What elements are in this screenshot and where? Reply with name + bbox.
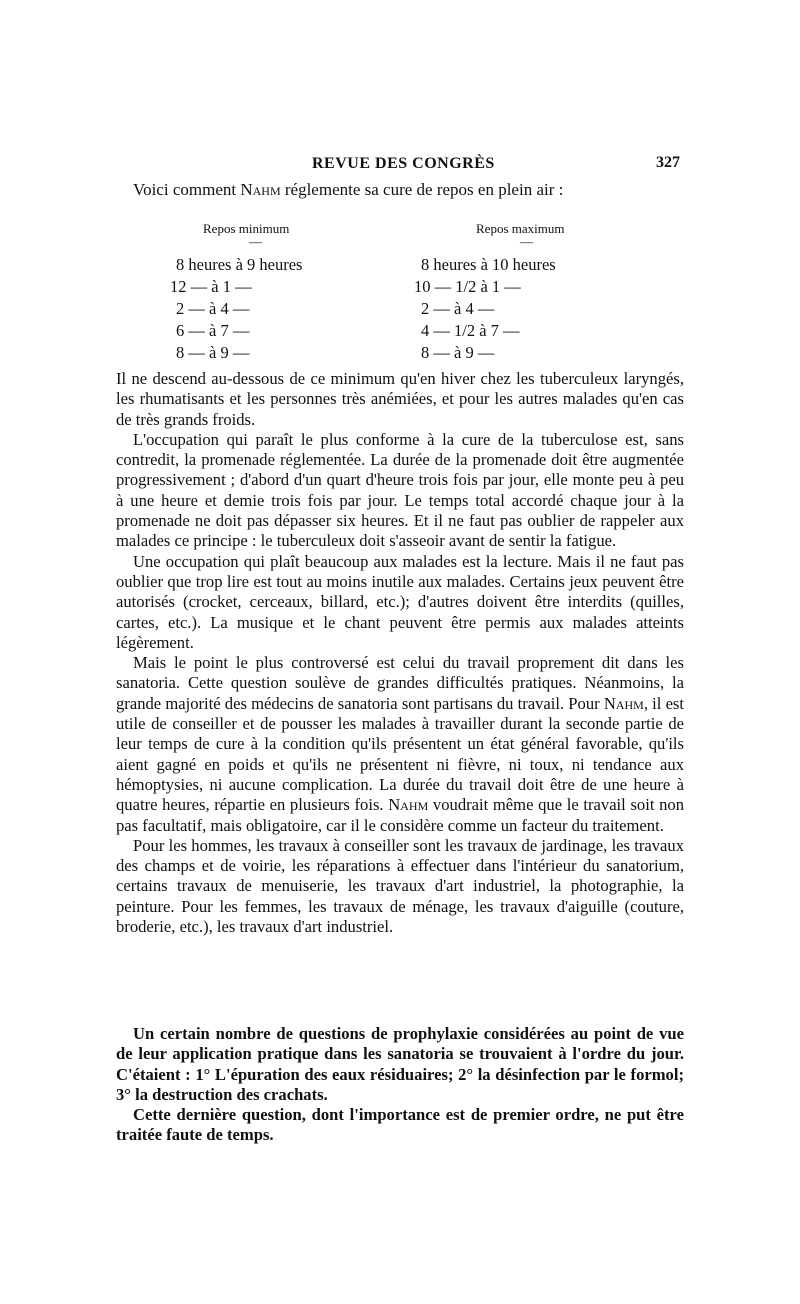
article-body: [116, 369, 684, 937]
author-name: Nahm: [603, 693, 644, 713]
paragraph: Pour les hommes, les travaux à conseiller sont les travaux de jardinage, les travaux des champs et de voirie, les réparations à effectuer dans l'intérieur du sanatorium, certains travaux de menuiserie, les travaux d'art industriel, la photographie, la peinture. Pour les femmes, les travaux de ménage, les travaux d'aiguille (couture, broderie, etc.), les travaux d'art industriel.: [116, 835, 684, 937]
intro-sentence: [133, 180, 563, 200]
maximum-row: 2 — à 4 —: [421, 299, 495, 318]
paragraph-text: , il est utile de conseiller et de pousser les malades à travailler durant la seconde partie de leur temps de cure à la condition qu'ils présentent un état général favorable, qu'ils aient gagné en poids et qu'ils ne présentent ni fièvre, ni toux, ni tendance aux hémoptysies, ni aucune complication. La durée du travail doit être de une heure à quatre heures, répartie en plusieurs fois.: [116, 693, 684, 815]
minimum-row: 8 — à 9 —: [176, 343, 250, 362]
page-number: 327: [656, 154, 680, 171]
intro-text-after: réglemente sa cure de repos en plein air :: [280, 180, 564, 199]
paragraph: Une occupation qui plaît beaucoup aux malades est la lecture. Mais il ne faut pas oublier que trop lire est tout au moins inutile aux malades. Certains jeux peuvent être autorisés (crocket, cerceaux, billard, etc.); d'autres doivent être interdits (quilles, cartes, etc.). La musique et le chant peuvent être permis aux malades atteints légèrement.: [116, 551, 684, 652]
paragraph: [116, 653, 684, 836]
maximum-row: 8 heures à 10 heures: [421, 255, 556, 274]
maximum-row: 10 — 1/2 à 1 —: [414, 277, 521, 296]
maximum-column-title: Repos maximum: [476, 221, 565, 236]
minimum-row: 8 heures à 9 heures: [176, 255, 303, 274]
author-name: Nahm: [240, 180, 281, 199]
maximum-row: 8 — à 9 —: [421, 343, 495, 362]
author-name: Nahm: [388, 795, 429, 815]
paragraph-text: voudrait même que le travail soit non pas facultatif, mais obligatoire, car il le considère comme un facteur du traitement.: [116, 795, 684, 835]
paragraph: Cette dernière question, dont l'importance est de premier ordre, ne put être traitée faute de temps.: [116, 1105, 684, 1145]
minimum-row: 6 — à 7 —: [176, 321, 250, 340]
intro-text-before: Voici comment: [133, 180, 241, 199]
minimum-title-rule: —: [249, 234, 262, 249]
minimum-row: 12 — à 1 —: [170, 277, 252, 296]
maximum-row: 4 — 1/2 à 7 —: [421, 321, 520, 340]
maximum-title-rule: —: [520, 234, 533, 249]
minimum-row: 2 — à 4 —: [176, 299, 250, 318]
paragraph-text: Mais le point le plus controversé est celui du travail proprement dit dans les sanatoria. Cette question soulève de grandes difficultés pratiques. Néanmoins, la grande majorité des médecins de sanatoria sont partisans du travail. Pour: [116, 653, 684, 713]
closing-section: [116, 1024, 684, 1146]
paragraph: L'occupation qui paraît le plus conforme à la cure de la tuberculose est, sans contredit, la promenade réglementée. La durée de la promenade doit être augmentée progressivement ; d'abord d'un quart d'heure trois fois par jour, elle monte peu à peu à une heure et demie trois fois par jour. Le temps total accordé chaque jour à la promenade ne doit pas dépasser six heures. Et il ne faut pas oublier de rappeler aux malades ce principe : le tuberculeux doit s'asseoir avant de sentir la fatigue.: [116, 429, 684, 551]
paragraph: Il ne descend au-dessous de ce minimum qu'en hiver chez les tuberculeux laryngés, les rhumatisants et les personnes très anémiées, et pour les autres malades qu'en cas de très grands froids.: [116, 369, 684, 429]
paragraph: Un certain nombre de questions de prophylaxie considérées au point de vue de leur application pratique dans les sanatoria se trouvaient à l'ordre du jour. C'étaient : 1° L'épuration des eaux résiduaires; 2° la désinfection par le formol; 3° la destruction des crachats.: [116, 1024, 684, 1104]
running-title: REVUE DES CONGRÈS: [312, 155, 495, 172]
minimum-column-title: Repos minimum: [203, 221, 290, 236]
